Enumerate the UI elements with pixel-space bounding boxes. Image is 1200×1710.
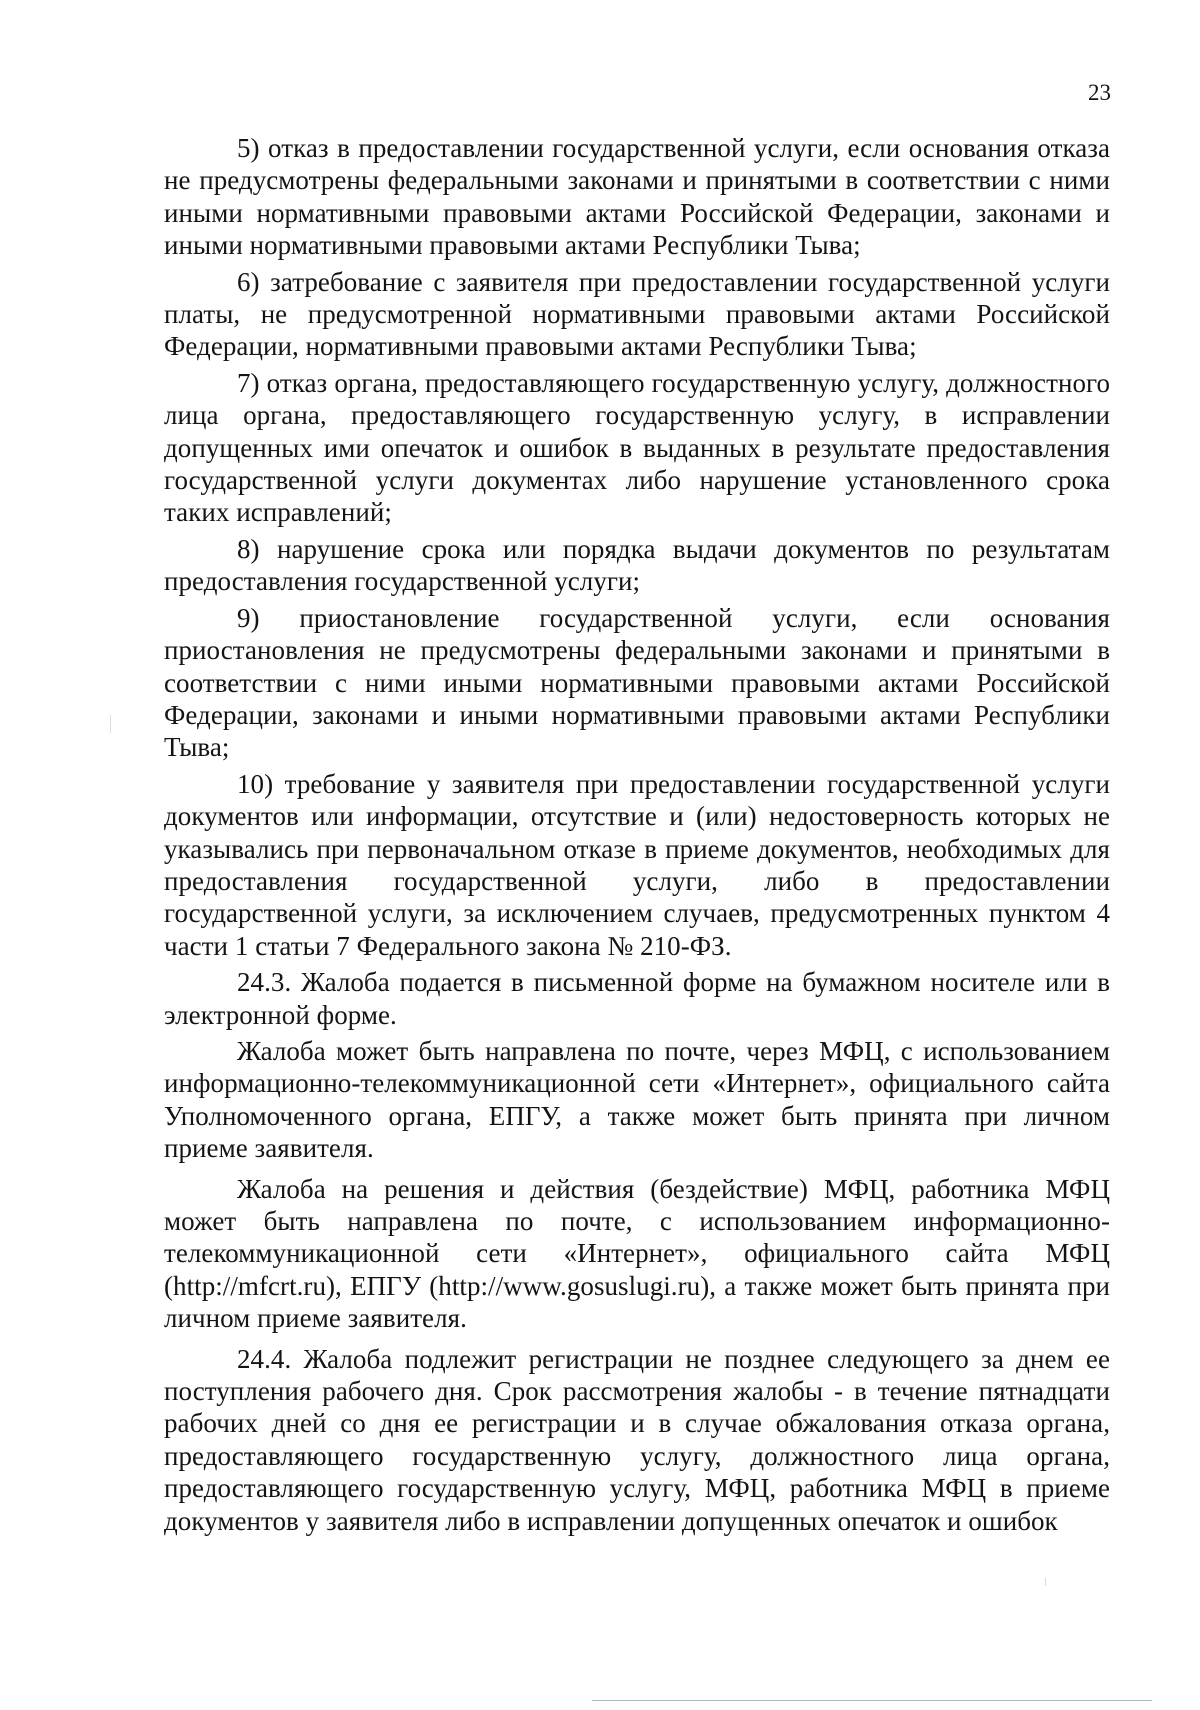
paragraph-item-5: 5) отказ в предоставлении государственной услуги, если основания отказа не предусмотрены федеральными законами и принятыми в соответствии с ними иными нормативными правовыми актами Российской Федерации, законами и иными нормативными правовыми актами Республики Тыва; — [164, 133, 1110, 261]
bottom-edge-rule — [592, 1700, 1152, 1701]
paragraph-item-8: 8) нарушение срока или порядка выдачи документов по результатам предоставления государственной услуги; — [164, 533, 1110, 597]
paragraph-item-6: 6) затребование с заявителя при предоставлении государственной услуги платы, не предусмотренной нормативными правовыми актами Российской Федерации, нормативными правовыми актами Республики Тыва; — [164, 266, 1110, 362]
paragraph-item-10: 10) требование у заявителя при предоставлении государственной услуги документов или информации, отсутствие и (или) недостоверность которых не указывались при первоначальном отказе в приеме документов, необходимых для предоставления государственной услуги, либо в предоставлении государственной услуги, за исключением случаев, предусмотренных пунктом 4 части 1 статьи 7 Федерального закона № 210-ФЗ. — [164, 768, 1110, 961]
paragraph-item-7: 7) отказ органа, предоставляющего государственную услугу, должностного лица органа, предоставляющего государственную услугу, в исправлении допущенных ими опечаток и ошибок в выданных в результате предоставления государственной услуги документах либо нарушение установленного срока таких исправлений; — [164, 367, 1110, 528]
paragraph-section-24-4: 24.4. Жалоба подлежит регистрации не позднее следующего за днем ее поступления рабочего дня. Срок рассмотрения жалобы - в течение пятнадцати рабочих дней со дня ее регистрации и в случае обжалования отказа органа, предоставляющего государственную услугу, должностного лица органа, предоставляющего государственную услугу, МФЦ, работника МФЦ в приеме документов у заявителя либо в исправлении допущенных опечаток и ошибок — [164, 1343, 1110, 1536]
page-number: 23 — [1088, 80, 1111, 105]
paragraph-section-24-3: 24.3. Жалоба подается в письменной форме на бумажном носителе или в электронной форме. — [164, 967, 1110, 1030]
paragraph-mfc-complaint: Жалоба на решения и действия (бездействие) МФЦ, работника МФЦ может быть направлена по почте, с использованием информационно-телекоммуникационной сети «Интернет», официального сайта МФЦ (http://mfcrt.ru), ЕПГУ (http://www.gosuslugi.ru), а также может быть принята при личном приеме заявителя. — [164, 1173, 1110, 1334]
scan-artifact-left — [110, 715, 111, 733]
scan-artifact-right — [1045, 1578, 1046, 1586]
paragraph-complaint-channels: Жалоба может быть направлена по почте, через МФЦ, с использованием информационно-телекоммуникационной сети «Интернет», официального сайта Уполномоченного органа, ЕПГУ, а также может быть принята при личном приеме заявителя. — [164, 1035, 1110, 1164]
paragraph-item-9: 9) приостановление государственной услуги, если основания приостановления не предусмотрены федеральными законами и принятыми в соответствии с ними иными нормативными правовыми актами Российской Федерации, законами и иными нормативными правовыми актами Республики Тыва; — [164, 602, 1110, 763]
document-body — [164, 132, 1110, 1537]
